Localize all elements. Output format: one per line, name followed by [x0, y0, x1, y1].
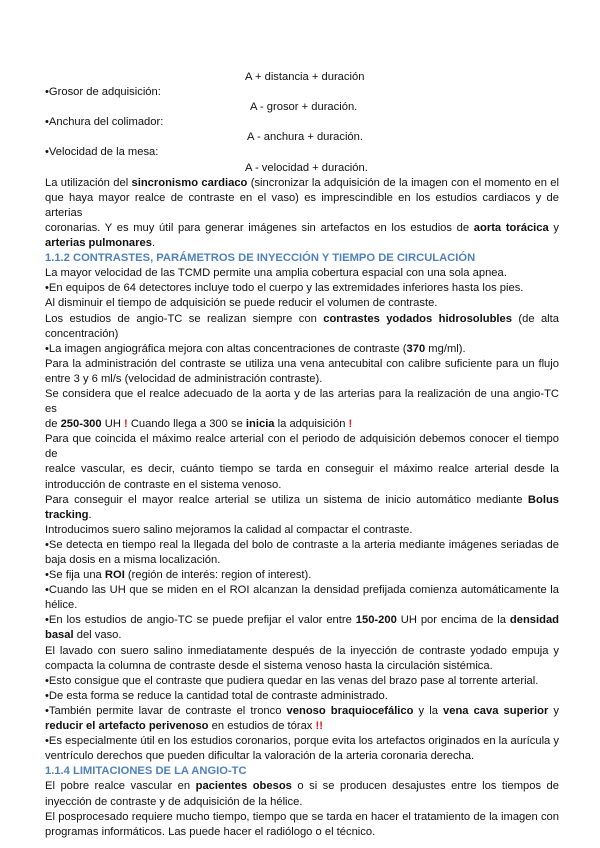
paragraph-administracion-l1: Para la administración del contraste se utiliza una vena antecubital con calibre suficiente para un flujo [45, 357, 559, 370]
paragraph-coincida-l1: Para que coincida el máximo realce arterial con el periodo de adquisición debemos conocer el tiempo de [45, 433, 559, 461]
bullet-uh-roi-l2: hélice. [45, 599, 78, 612]
paragraph-posprocesado-l1: El posprocesado requiere mucho tiempo, tiempo que se tarda en hacer el tratamiento de la imagen con [45, 810, 559, 823]
bullet-uh-roi-l1: •Cuando las UH que se miden en el ROI alcanzan la densidad prefijada comienza automáticamente la [45, 584, 559, 597]
paragraph-obesos-l1: El pobre realce vascular en pacientes obesos o si se producen desajustes entre los tiempos de [45, 780, 559, 793]
section-heading-contrastes: 1.1.2 CONTRASTES, PARÁMETROS DE INYECCIÓN Y TIEMPO DE CIRCULACIÓN [45, 252, 476, 265]
bullet-lavar-tronco-l1: •También permite lavar de contraste el tronco venoso braquiocefálico y la vena cava superior y [45, 704, 559, 717]
bullet-anchura: •Anchura del colimador: [45, 116, 164, 129]
paragraph-sincronismo-l1: La utilización del sincronismo cardiaco (sincronizar la adquisición de la imagen con el momento en el [45, 176, 559, 189]
bullet-imagen-angiografica: •La imagen angiográfica mejora con altas concentraciones de contraste (370 mg/ml). [45, 342, 466, 355]
formula-velocidad: A - velocidad + duración. [245, 161, 368, 174]
paragraph-contrastes-l2: concentración) [45, 327, 119, 340]
paragraph-realce-l1: Se considera que el realce adecuado de la aorta y de las arterias para la realización de una angio-TC es [45, 387, 559, 416]
paragraph-administracion-l2: entre 3 y 6 ml/s (velocidad de administración contraste). [45, 372, 323, 385]
bullet-deteccion-l2: baja dosis en a misma localización. [45, 554, 221, 566]
paragraph-contrastes-l1: Los estudios de angio-TC se realizan siempre con contrastes yodados hidrosolubles (de alta [45, 312, 559, 325]
section-heading-limitaciones: 1.1.4 LIMITACIONES DE LA ANGIO-TC [45, 765, 247, 778]
paragraph-lavado-l2: compacta la columna de contraste desde el sistema venoso hasta la circulación sistémica. [45, 659, 493, 672]
paragraph-sincronismo-l2: que haya mayor realce de contraste en el vaso) es imprescindible en los estudios cardiacos y de arterias [45, 191, 559, 219]
formula-grosor: A - grosor + duración. [250, 101, 358, 114]
bullet-reduce-cantidad: •De esta forma se reduce la cantidad total de contraste administrado. [45, 689, 388, 702]
bullet-deteccion-l1: •Se detecta en tiempo real la llegada del bolo de contraste a la arteria mediante imágenes seriadas de [45, 538, 559, 551]
bullet-coronarios-l1: •Es especialmente útil en los estudios coronarios, porque evita los artefactos originados en la aurícula y [45, 735, 559, 748]
text-disminuir-tiempo: Al disminuir el tiempo de adquisición se puede reducir el volumen de contraste. [45, 297, 438, 310]
paragraph-coincida-l2: realce vascular, es decir, cuánto tiempo se tarda en conseguir el máximo realce arterial desde la [45, 463, 559, 476]
paragraph-coincida-l3: introducción de contraste en el sistema venoso. [45, 478, 282, 491]
text-suero-salino: Introducimos suero salino mejoramos la calidad al compactar el contraste. [45, 523, 413, 536]
paragraph-sincronismo-l3: coronarias. Y es muy útil para generar imágenes sin artefactos en los estudios de aorta torácica y [45, 221, 559, 234]
formula-anchura: A - anchura + duración. [247, 131, 363, 144]
paragraph-posprocesado-l2: programas informáticos. Las puede hacer el radiólogo o el técnico. [45, 825, 376, 838]
paragraph-obesos-l2: inyección de contraste y de adquisición de la hélice. [45, 795, 303, 808]
paragraph-bolus-l1: Para conseguir el mayor realce arterial se utiliza un sistema de inicio automático mediante Bolus [45, 493, 559, 506]
bullet-prefijar-l2: basal del vaso. [45, 629, 122, 642]
bullet-torrente-arterial: •Esto consigue que el contraste que pudiera quedar en las venas del brazo pase al torrente arterial. [45, 674, 539, 687]
paragraph-sincronismo-l4: arterias pulmonares. [45, 237, 156, 250]
bullet-grosor: •Grosor de adquisición: [45, 86, 161, 99]
bullet-prefijar-l1: •En los estudios de angio-TC se puede prefijar el valor entre 150-200 UH por encima de la densidad [45, 614, 559, 627]
document-page [45, 70, 559, 840]
formula-distancia: A + distancia + duración [245, 71, 365, 83]
bullet-coronarios-l2: ventrículo derechos que pueden dificultar la valoración de la arteria coronaria derecha. [45, 750, 475, 763]
paragraph-bolus-l2: tracking. [45, 508, 92, 521]
text-velocidad-tcmd: La mayor velocidad de las TCMD permite una amplia cobertura espacial con una sola apnea. [45, 267, 507, 280]
bullet-roi: •Se fija una ROI (región de interés: region of interest). [45, 569, 312, 582]
bullet-lavar-tronco-l2: reducir el artefacto perivenoso en estudios de tórax !! [45, 720, 323, 733]
paragraph-lavado-l1: El lavado con suero salino inmediatamente después de la inyección de contraste yodado empuja y [45, 644, 559, 657]
bullet-velocidad: •Velocidad de la mesa: [45, 146, 159, 159]
paragraph-realce-l2: de 250-300 UH ! Cuando llega a 300 se inicia la adquisición ! [45, 418, 353, 431]
bullet-64-detectores: •En equipos de 64 detectores incluye todo el cuerpo y las extremidades inferiores hasta los pies. [45, 282, 524, 295]
